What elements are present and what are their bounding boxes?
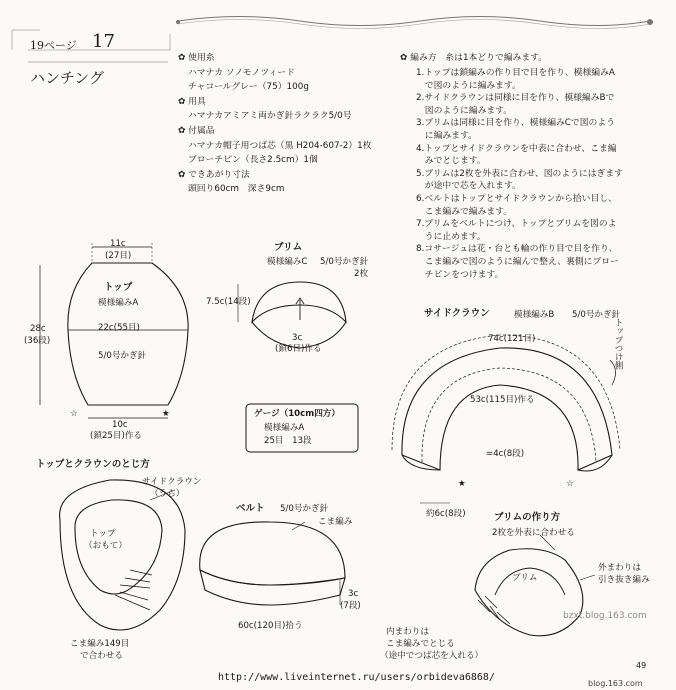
- watermark-2: blog.163.com: [588, 679, 643, 688]
- instruction-line: みでとじます。: [416, 156, 486, 167]
- side-crown-dim-side: =4c(8段): [486, 449, 525, 459]
- gauge-value: 25目 13段: [264, 436, 312, 446]
- side-crown-dim-bottom: 約6c(8段): [426, 509, 466, 519]
- top-dim-height-sts: (36段): [24, 336, 51, 346]
- gauge-pattern: 模様編みA: [264, 423, 305, 433]
- belt-dim-height-rows: (7段): [340, 601, 361, 611]
- top-dim-top: 11c: [110, 239, 126, 249]
- side-crown-star-solid-icon: ★: [458, 479, 466, 489]
- brim-name: ブリム: [274, 242, 303, 253]
- brim-count: 2枚: [354, 269, 369, 279]
- belt-name: ベルト: [236, 503, 265, 514]
- brim-making-inner-1: 内まわりは: [386, 627, 429, 637]
- instruction-line: に編みます。: [416, 131, 477, 141]
- brim-dim-chain-sts: (鎖6目)作る: [275, 344, 322, 354]
- brim-hook: 5/0号かぎ針: [320, 257, 369, 267]
- material-line: ハマナカ帽子用つば芯（黒 H204-607-2）1枚: [188, 140, 372, 151]
- star-solid-icon: ★: [162, 409, 170, 419]
- instruction-line: 7.ブリムをベルトにつけ、トップとブリムを図のよ: [416, 219, 617, 230]
- brim-making-outer-1: 外まわりは: [598, 563, 641, 573]
- top-pattern: 模様編みA: [98, 298, 139, 308]
- instruction-line: が途中で芯を入れます。: [416, 181, 521, 192]
- brim-dim-chain: 3c: [292, 333, 303, 343]
- joining-note-2: で合わせる: [80, 651, 123, 661]
- brim-making-heading: ブリムの作り方: [494, 512, 561, 523]
- material-line: ✿ 使用糸: [178, 53, 215, 63]
- side-crown-dim-inner: 53c(115目)作る: [470, 395, 535, 405]
- brim-making-note: 2枚を外表に合わせる: [492, 528, 575, 538]
- instruction-line: チピンをつけます。: [416, 269, 504, 280]
- bullet-icon: ✿: [178, 53, 189, 63]
- pattern-title: ハンチング: [30, 69, 104, 87]
- star-outline-icon: ☆: [70, 409, 78, 419]
- material-line: ✿ できあがり寸法: [178, 169, 250, 180]
- brim-pattern: 模様編みC: [267, 257, 308, 267]
- top-dim-mid: 22c(55目): [98, 323, 140, 333]
- gauge-title: ゲージ（10cm四方）: [254, 409, 340, 419]
- instruction-line: 4.トップとサイドクラウンを中表に合わせ、こま編: [416, 143, 617, 154]
- top-piece-name: トップ: [104, 282, 133, 293]
- joining-note-1: こま編み149目: [70, 639, 130, 649]
- side-crown-pattern: 模様編みB: [514, 310, 555, 320]
- top-dim-bottom: 10c: [112, 420, 128, 430]
- side-crown-note: トップつけ側: [613, 318, 623, 370]
- instruction-line: 1.トップは鎖編みの作り目で目を作り、模様編みA: [416, 68, 615, 78]
- joining-heading: トップとクラウンのとじ方: [36, 459, 150, 470]
- instruction-line: 8.コサージュは花・台とも輪の作り目で目を作り、: [416, 244, 618, 255]
- instruction-line: こま編みで編みます。: [416, 206, 513, 217]
- brim-making-inner-2: こま編みでとじる: [386, 639, 455, 649]
- brim-piece-outline: [252, 282, 346, 322]
- top-dim-height: 28c: [30, 324, 46, 334]
- material-line: ハマナカアミアミ両かぎ針ラクラク5/0号: [188, 111, 352, 122]
- instruction-line: 3.ブリムは同様に目を作り、模様編みCで図のよう: [416, 118, 615, 129]
- brim-making-inner-3: （途中でつば芯を入れる）: [380, 651, 484, 661]
- instruction-line: で図のように編みます。: [416, 80, 521, 91]
- material-line: 頭回り60cm 深さ9cm: [188, 184, 285, 195]
- joining-side-label: サイドクラウン: [142, 477, 202, 487]
- belt-dim-pickup: 60c(120目)拾う: [238, 621, 303, 631]
- brim-making-outer-2: 引き抜き編み: [598, 575, 650, 585]
- bullet-icon: ✿: [178, 126, 189, 136]
- joining-side-sub: （うら）: [150, 489, 185, 499]
- watermark: bzxt.blog.163.com: [563, 611, 647, 621]
- side-crown-star-outline-icon: ☆: [566, 479, 574, 489]
- instructions-heading: ✿ 編み方 糸は1本どりで編みます。: [400, 53, 548, 63]
- side-crown-name: サイドクラウン: [424, 308, 490, 319]
- bullet-icon: ✿: [178, 169, 189, 180]
- instruction-line: 5.ブリムは2枚を外表に合わせ、図のようにはぎます: [416, 168, 623, 179]
- brim-making-label: ブリム: [512, 573, 538, 583]
- material-line: ハマナカ ソノモノツィード: [188, 67, 295, 78]
- side-crown-dim-outer: 74c(121目): [488, 334, 536, 344]
- belt-dim-height: 3c: [348, 589, 359, 599]
- top-dim-bottom-sts: (鎖25目)作る: [90, 431, 143, 441]
- instruction-line: うに止めます。: [416, 231, 486, 242]
- page-number: 49: [636, 661, 647, 670]
- material-line: ブローチピン（長さ2.5cm）1個: [188, 155, 318, 166]
- material-line: チャコールグレー（75）100g: [188, 82, 309, 93]
- top-hook: 5/0号かぎ針: [98, 351, 147, 361]
- instruction-line: 6.ベルトはトップとサイドクラウンから拾い目し、: [416, 194, 617, 204]
- belt-hook: 5/0号かぎ針: [280, 504, 329, 514]
- side-crown-hook: 5/0号かぎ針: [572, 310, 621, 320]
- belt-stitch: こま編み: [318, 517, 353, 527]
- brim-dim-height: 7.5c(14段): [206, 297, 251, 307]
- material-line: ✿ 付属品: [178, 126, 215, 136]
- source-url[interactable]: http://www.liveinternet.ru/users/orbideva6868/: [218, 672, 495, 683]
- material-line: ✿ 用具: [178, 96, 206, 107]
- instruction-line: こま編みで図のように編んで整え、裏側にブロー: [416, 257, 619, 267]
- joining-top-label: トップ: [90, 529, 116, 539]
- bullet-icon: ✿: [178, 96, 189, 107]
- instruction-line: 2.サイドクラウンは同様に目を作り、模様編みBで: [416, 93, 615, 104]
- belt-hat-outline: [200, 522, 345, 585]
- top-dim-top-sts: (27目): [105, 251, 132, 261]
- bullet-icon: ✿: [400, 53, 411, 63]
- pattern-number: 17: [92, 31, 115, 52]
- page-reference: 19ページ: [30, 39, 77, 52]
- brim-making-outline: [475, 549, 583, 636]
- joining-top-sub: （おもて）: [84, 541, 127, 551]
- instruction-line: 図のように編みます。: [416, 105, 513, 116]
